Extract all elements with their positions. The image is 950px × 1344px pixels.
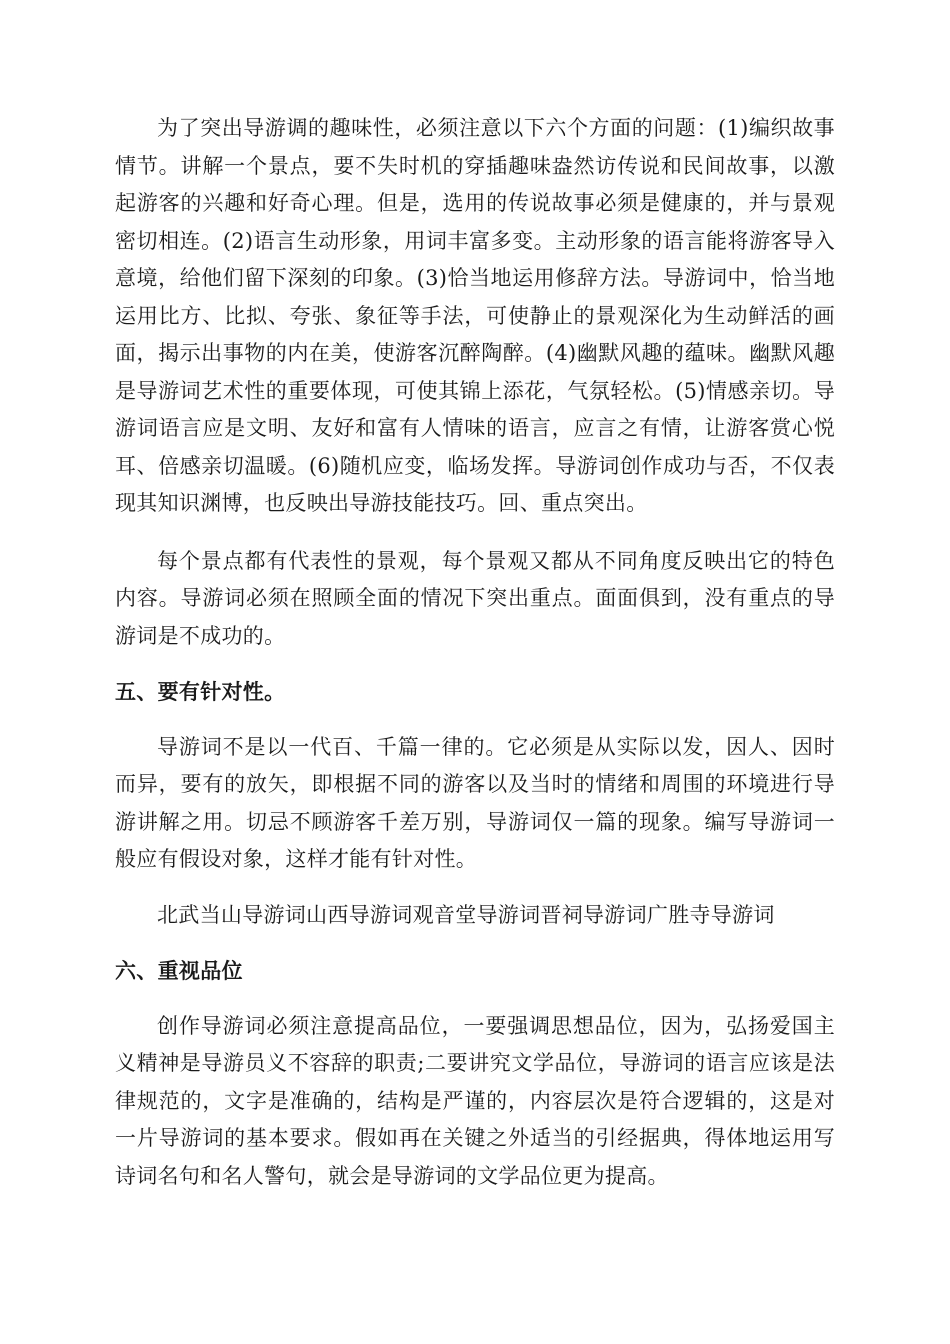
paragraph-interest: 为了突出导游调的趣味性，必须注意以下六个方面的问题：(1)编织故事情节。讲解一个景点，要不失时机的穿插趣味盎然访传说和民间故事，以激起游客的兴趣和好奇心理。但是，选用的传说故事必须是健康的，并与景观密切相连。(2)语言生动形象，用词丰富多变。主动形象的语言能将游客导入意境，给他们留下深刻的印象。(3)恰当地运用修辞方法。导游词中，恰当地运用比方、比拟、夸张、象征等手法，可使静止的景观深化为生动鲜活的画面，揭示出事物的内在美，使游客沉醉陶醉。(4)幽默风趣的蕴味。幽默风趣是导游词艺术性的重要体现，可使其锦上添花，气氛轻松。(5)情感亲切。导游词语言应是文明、友好和富有人情味的语言，应言之有情，让游客赏心悦耳、倍感亲切温暖。(6)随机应变，临场发挥。导游词创作成功与否，不仅表现其知识渊博，也反映出导游技能技巧。回、重点突出。 — [115, 116, 835, 515]
paragraph-links: 北武当山导游词山西导游词观音堂导游词晋祠导游词广胜寺导游词 — [157, 902, 775, 927]
heading-targeted: 五、要有针对性。 — [115, 679, 286, 704]
document-page — [115, 110, 835, 1195]
paragraph-highlight: 每个景点都有代表性的景观，每个景观又都从不同角度反映出它的特色内容。导游词必须在照顾全面的情况下突出重点。面面俱到，没有重点的导游词是不成功的。 — [115, 548, 835, 648]
heading-quality: 六、重视品位 — [115, 958, 243, 983]
paragraph-targeted: 导游词不是以一代百、千篇一律的。它必须是从实际以发，因人、因时而异，要有的放矢，即根据不同的游客以及当时的情绪和周围的环境进行导游讲解之用。切忌不顾游客千差万别，导游词仅一篇的现象。编写导游词一般应有假设对象，这样才能有针对性。 — [115, 734, 835, 871]
paragraph-quality: 创作导游词必须注意提高品位，一要强调思想品位，因为，弘扬爱国主义精神是导游员义不容辞的职责;二要讲究文学品位，导游词的语言应该是法律规范的，文字是准确的，结构是严谨的，内容层次是符合逻辑的，这是对一片导游词的基本要求。假如再在关键之外适当的引经据典，得体地运用写诗词名句和名人警句，就会是导游词的文学品位更为提高。 — [115, 1013, 835, 1188]
